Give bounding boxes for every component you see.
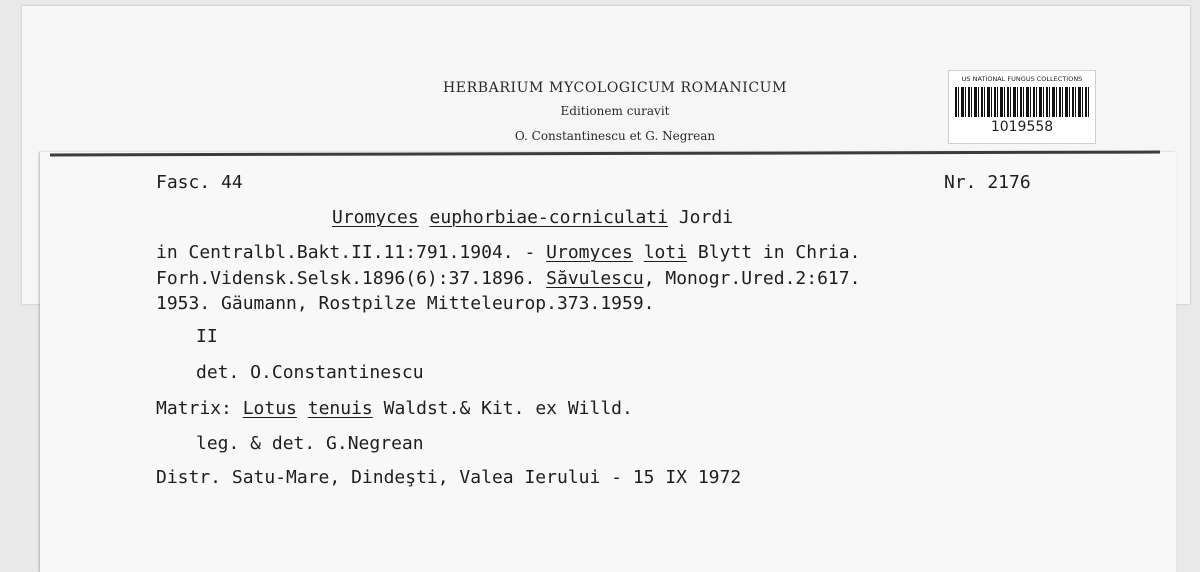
taxon-genus: Uromyces bbox=[332, 207, 419, 228]
barcode-number: 1019558 bbox=[990, 119, 1054, 135]
herbarium-subtitle: Editionem curavit bbox=[560, 104, 670, 118]
taxon-name bbox=[332, 207, 733, 229]
synonym-epithet: loti bbox=[643, 242, 688, 263]
host-author: Waldst.& Kit. ex Willd. bbox=[372, 398, 633, 419]
citation-line-3: 1953. Gäumann, Rostpilze Mitteleurop.373.1959. bbox=[156, 293, 655, 314]
spore-stage: II bbox=[196, 326, 218, 347]
taxon-author: Jordi bbox=[678, 207, 733, 228]
fascicle-number: Fasc. 44 bbox=[156, 172, 243, 193]
barcode-icon bbox=[955, 87, 1089, 117]
collector: leg. & det. G.Negrean bbox=[196, 433, 424, 454]
citation-2-pre: Forh.Vidensk.Selsk.1896(6):37.1896. bbox=[156, 268, 547, 289]
matrix-prefix: Matrix: bbox=[156, 398, 243, 419]
citation-2-author: Săvulescu bbox=[546, 268, 644, 289]
herbarium-title: HERBARIUM MYCOLOGICUM ROMANICUM bbox=[442, 80, 788, 96]
citation-1-post: Blytt in Chria. bbox=[687, 242, 861, 263]
citation-1-pre: in Centralbl.Bakt.II.11:791.1904. - bbox=[156, 242, 547, 263]
matrix-line bbox=[156, 398, 633, 420]
citation-line-2 bbox=[156, 268, 860, 290]
taxon-epithet: euphorbiae-corniculati bbox=[429, 207, 668, 228]
citation-2-post: , Monogr.Ured.2:617. bbox=[643, 268, 861, 289]
locality: Distr. Satu-Mare, Dindeşti, Valea Ierului - 15 IX 1972 bbox=[156, 467, 742, 488]
herbarium-editors: O. Constantinescu et G. Negrean bbox=[514, 129, 716, 143]
host-genus: Lotus bbox=[242, 398, 297, 419]
host-epithet: tenuis bbox=[307, 398, 373, 419]
synonym-genus: Uromyces bbox=[546, 242, 633, 263]
determiner: det. O.Constantinescu bbox=[196, 362, 424, 383]
citation-line-1 bbox=[156, 242, 860, 264]
barcode-caption: US NATIONAL FUNGUS COLLECTIONS bbox=[961, 75, 1083, 83]
specimen-number: Nr. 2176 bbox=[944, 172, 1031, 193]
barcode-label bbox=[948, 70, 1096, 144]
